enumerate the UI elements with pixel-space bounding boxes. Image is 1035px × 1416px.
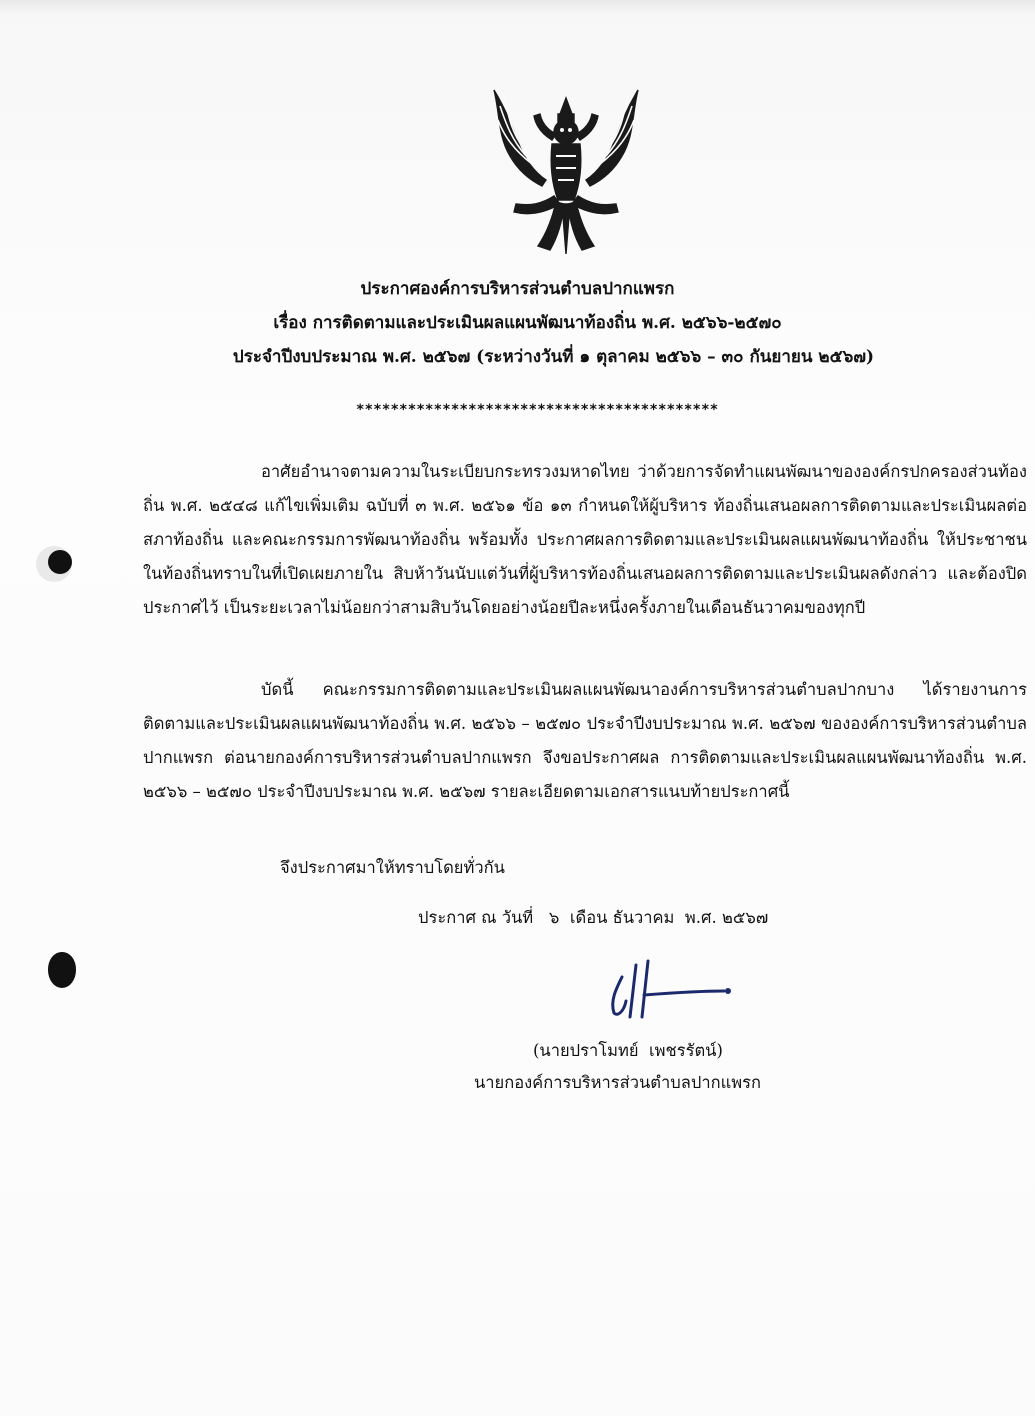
signer-name: (นายปราโมทย์ เพชรรัตน์)	[533, 1041, 723, 1060]
separator-stars: ******************************************	[356, 402, 719, 418]
handwritten-signature-icon	[600, 955, 740, 1025]
signer-title: นายกองค์การบริหารส่วนตำบลปากแพรก	[474, 1073, 761, 1092]
announcement-fiscal-year: ประจำปีงบประมาณ พ.ศ. ๒๕๖๗ (ระหว่างวันที่ ๑ ตุลาคม ๒๕๖๖ – ๓๐ กันยายน ๒๕๖๗)	[232, 347, 875, 367]
closing-statement: จึงประกาศมาให้ทราบโดยทั่วกัน	[280, 858, 505, 877]
announcement-subject: เรื่อง การติดตามและประเมินผลแผนพัฒนาท้องถิ่น พ.ศ. ๒๕๖๖-๒๕๗๐	[273, 313, 782, 333]
body-paragraph-2: บัดนี้ คณะกรรมการติดตามและประเมินผลแผนพัฒนาองค์การบริหารส่วนตำบลปากบาง ได้รายงานการติดตามและประเมินผลแผนพัฒนาท้องถิ่น พ.ศ. ๒๕๖๖ – ๒๕๗๐ ประจำปีงบประมาณ พ.ศ. ๒๕๖๗ ขององค์การบริหารส่วนตำบลปากแพรก ต่อนายกองค์การบริหารส่วนตำบลปากแพรก จึงขอประกาศผล การติดตามและประเมินผลแผนพัฒนาท้องถิ่น พ.ศ. ๒๕๖๖ – ๒๕๗๐ ประจำปีงบประมาณ พ.ศ. ๒๕๖๗ รายละเอียดตามเอกสารแนบท้ายประกาศนี้	[143, 680, 1027, 801]
punch-hole-top	[48, 550, 72, 574]
scan-edge-shadow	[0, 0, 1035, 14]
body-paragraph-1: อาศัยอำนาจตามความในระเบียบกระทรวงมหาดไทย ว่าด้วยการจัดทำแผนพัฒนาขององค์กรปกครองส่วนท้องถิ่น พ.ศ. ๒๕๔๘ แก้ไขเพิ่มเติม ฉบับที่ ๓ พ.ศ. ๒๕๖๑ ข้อ ๑๓ กำหนดให้ผู้บริหาร ท้องถิ่นเสนอผลการติดตามและประเมินผลต่อสภาท้องถิ่น และคณะกรรมการพัฒนาท้องถิ่น พร้อมทั้ง ประกาศผลการติดตามและประเมินผลแผนพัฒนาท้องถิ่น ให้ประชาชนในท้องถิ่นทราบในที่เปิดเผยภายใน สิบห้าวันนับแต่วันที่ผู้บริหารท้องถิ่นเสนอผลการติดตามและประเมินผลดังกล่าว และต้องปิดประกาศไว้ เป็นระยะเวลาไม่น้อยกว่าสามสิบวันโดยอย่างน้อยปีละหนึ่งครั้งภายในเดือนธันวาคมของทุกปี	[143, 462, 1027, 617]
announcement-date: ประกาศ ณ วันที่ ๖ เดือน ธันวาคม พ.ศ. ๒๕๖๗	[418, 908, 769, 927]
garuda-emblem-icon	[490, 84, 642, 256]
announcement-title: ประกาศองค์การบริหารส่วนตำบลปากแพรก	[360, 279, 675, 299]
punch-hole-bottom	[48, 952, 76, 988]
